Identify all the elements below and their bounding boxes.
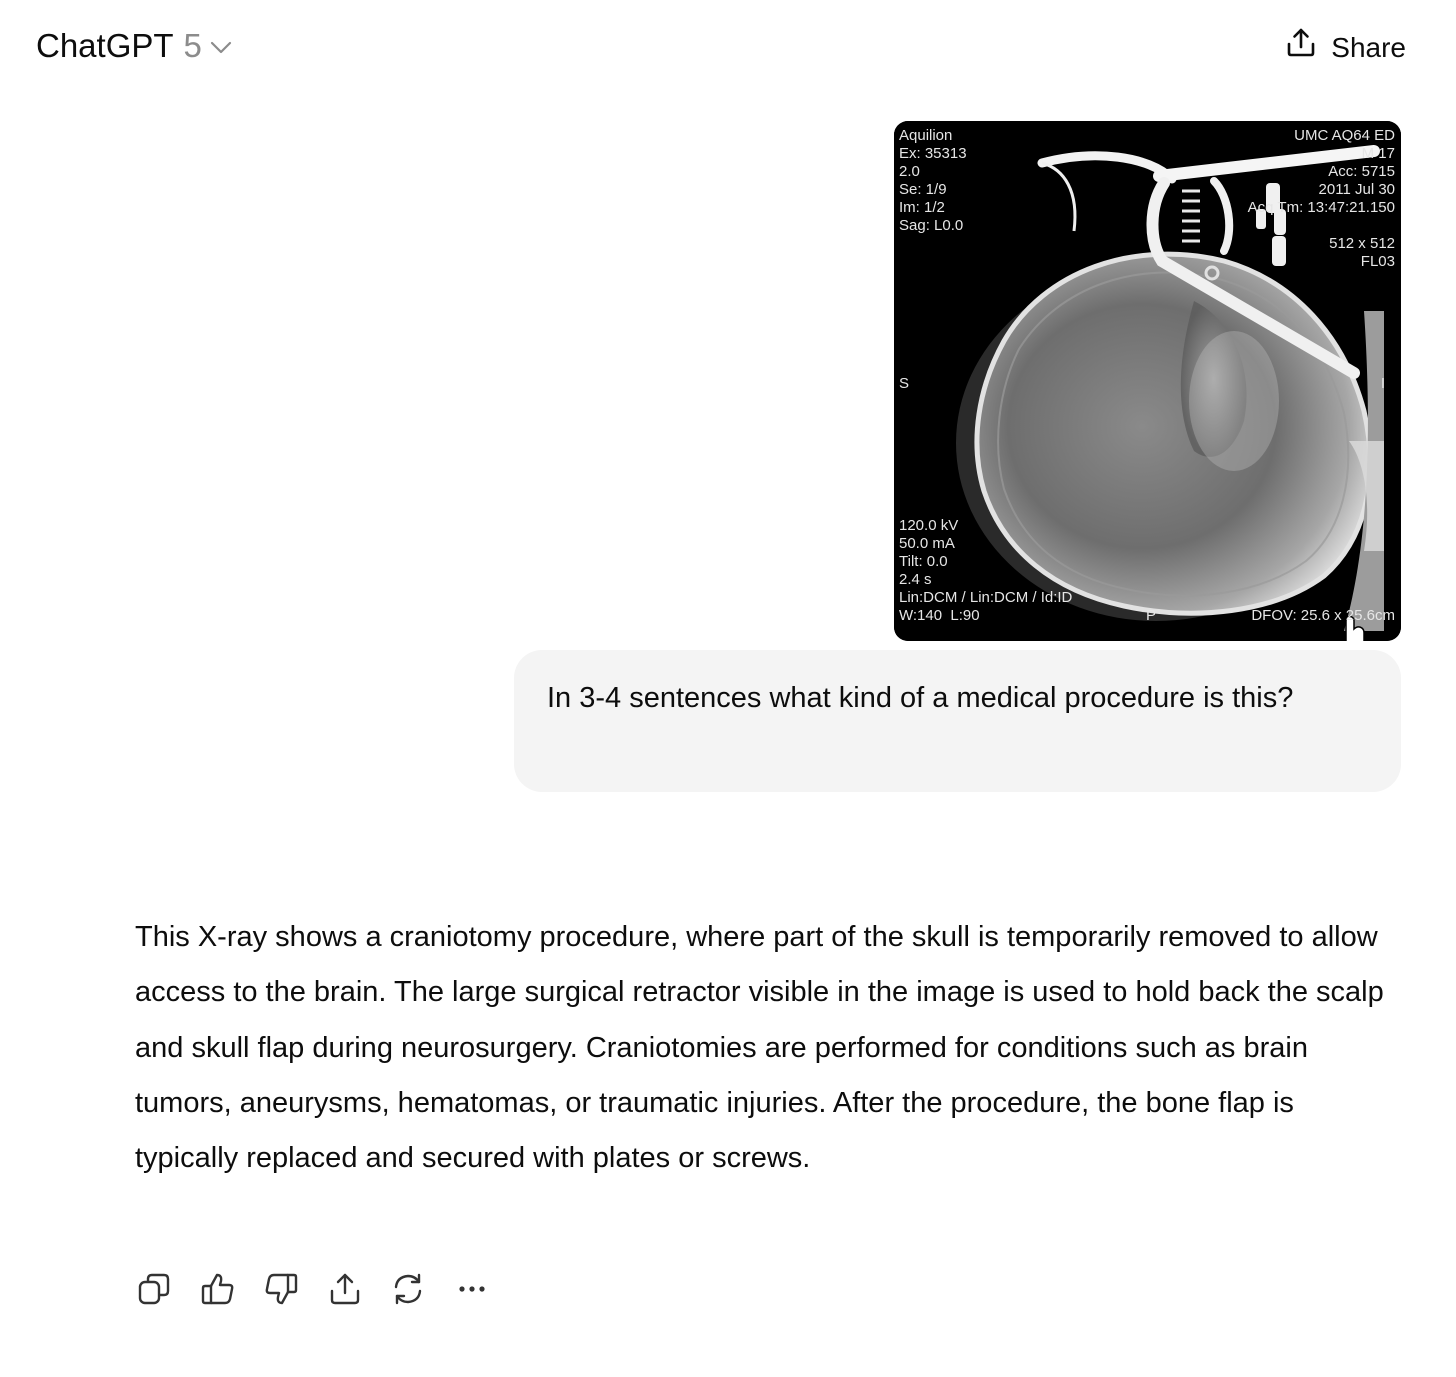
more-options-button[interactable] — [453, 1268, 491, 1310]
thumbs-down-button[interactable] — [262, 1268, 300, 1310]
assistant-message — [135, 910, 1405, 1186]
app-name: ChatGPT — [36, 27, 174, 64]
user-message-bubble — [514, 650, 1401, 792]
message-action-bar — [135, 1268, 516, 1310]
regenerate-icon — [390, 1271, 426, 1307]
xray-image[interactable] — [894, 121, 1401, 641]
chevron-down-icon — [210, 41, 232, 55]
xray-overlay-right-marker: I — [1380, 375, 1385, 392]
thumbs-down-icon — [263, 1271, 299, 1307]
assistant-message-text: This X-ray shows a craniotomy procedure, where part of the skull is temporarily removed to allow access to the brain. The large surgical retractor visible in the image is used to hold back the scalp and skull flap during neurosurgery. Craniotomies are performed for conditions such as brain tumors, aneurysms, hematomas, or traumatic injuries. After the procedure, the bone flap is typically replaced and secured with plates or screws. — [135, 921, 1384, 1175]
xray-overlay-bottom-center: P — [1146, 607, 1157, 624]
share-icon — [327, 1271, 363, 1307]
copy-icon — [136, 1271, 172, 1307]
user-message-text: In 3-4 sentences what kind of a medical procedure is this? — [547, 682, 1294, 714]
xray-overlay-bottom-left: 120.0 kV 50.0 mA Tilt: 0.0 2.4 s Lin:DCM / Lin:DCM / Id:ID W:140 L:90 — [899, 517, 1073, 624]
thumbs-up-button[interactable] — [199, 1268, 237, 1310]
copy-button[interactable] — [135, 1268, 173, 1310]
thumbs-up-icon — [200, 1271, 236, 1307]
xray-overlay-top-left: Aquilion Ex: 35313 2.0 Se: 1/9 Im: 1/2 Sag: L0.0 — [899, 127, 967, 234]
more-icon — [454, 1271, 490, 1307]
model-selector[interactable] — [36, 24, 232, 68]
share-button[interactable] — [1285, 26, 1406, 69]
xray-overlay-top-right: UMC AQ64 ED M 17 Acc: 5715 2011 Jul 30 Acq Tm: 13:47:21.150 512 x 512 FL03 — [1247, 127, 1395, 270]
xray-overlay-left-marker: S — [899, 375, 910, 392]
regenerate-button[interactable] — [389, 1268, 427, 1310]
model-version: 5 — [183, 27, 202, 64]
share-icon — [1285, 26, 1317, 69]
xray-overlay-bottom-right: DFOV: 25.6 x 25.6cm — [1251, 607, 1395, 624]
share-label: Share — [1331, 31, 1406, 63]
share-message-button[interactable] — [326, 1268, 364, 1310]
